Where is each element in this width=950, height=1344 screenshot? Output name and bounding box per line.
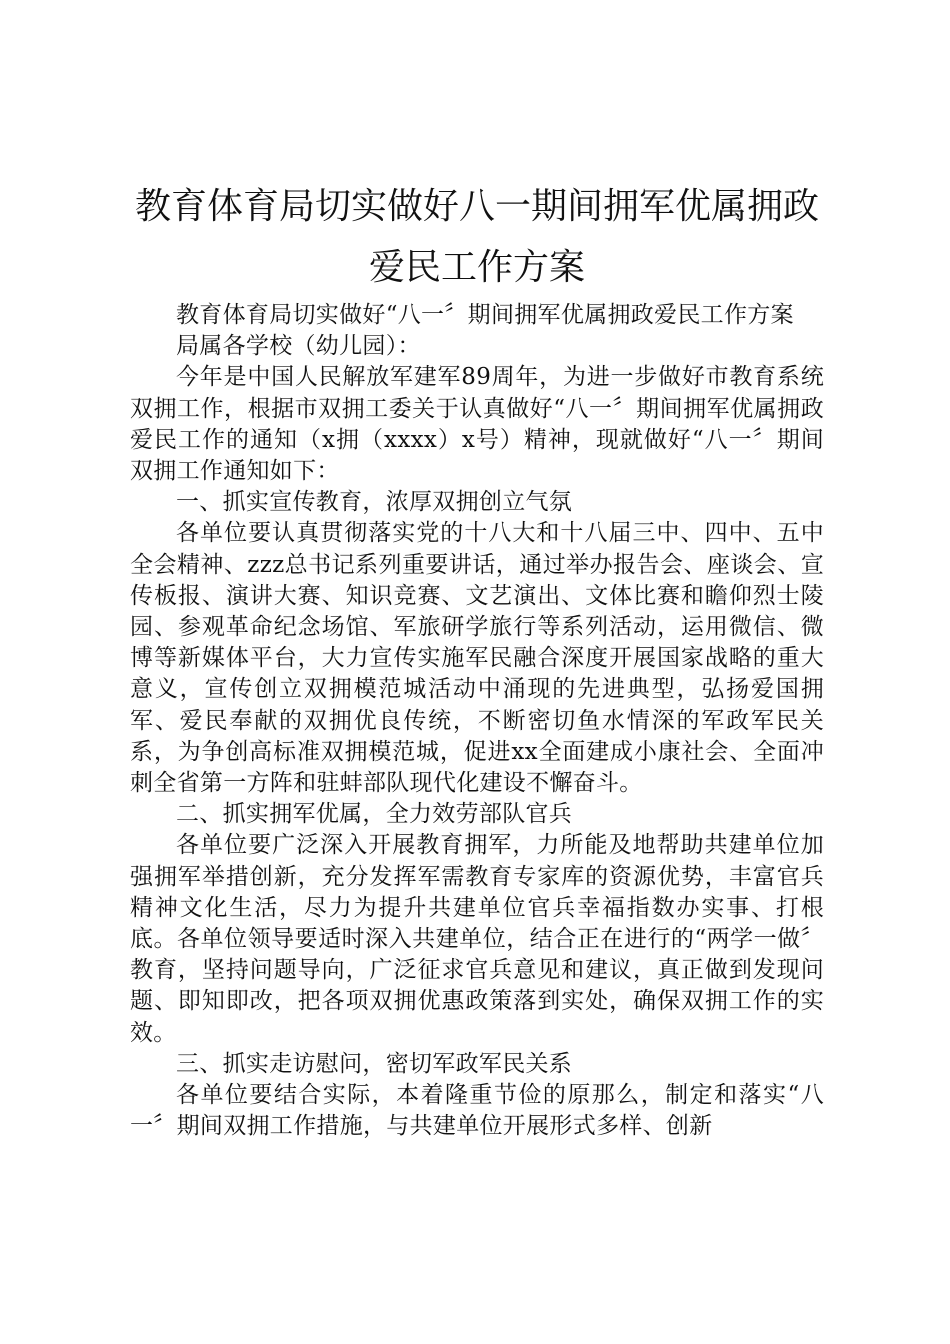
paragraph-heading-repeat: 教育体育局切实做好“八一〞期间拥军优属拥政爱民工作方案	[176, 302, 794, 328]
section-heading-3: 三、抓实走访慰问，密切军政军民关系	[176, 1050, 573, 1077]
paragraph-salutation: 局属各学校（幼儿园）：	[176, 333, 421, 360]
section-heading-2: 二、抓实拥军优属，全力效劳部队官兵	[176, 801, 573, 828]
section-heading-1: 一、抓实宣传教育，浓厚双拥创立气氛	[176, 489, 573, 516]
paragraph-section-2: 各单位要广泛深入开展教育拥军，力所能及地帮助共建单位加强拥军举措创新，充分发挥军需教育专家库的资源优势，丰富官兵精神文化生活，尽力为提升共建单位官兵幸福指数办实事、打根底。各单位领导要适时深入共建单位，结合正在进行的“两学一做〞教育，坚持问题导向，广泛征求官兵意见和建议，真正做到发现问题、即知即改，把各项双拥优惠政策落到实处，确保双拥工作的实效。	[130, 832, 824, 1046]
paragraph-section-1: 各单位要认真贯彻落实党的十八大和十八届三中、四中、五中全会精神、zzz总书记系列重要讲话，通过举办报告会、座谈会、宣传板报、演讲大赛、知识竞赛、文艺演出、文体比赛和瞻仰烈士陵园、参观革命纪念场馆、军旅研学旅行等系列活动，运用微信、微博等新媒体平台，大力宣传实施军民融合深度开展国家战略的重大意义，宣传创立双拥模范城活动中涌现的先进典型，弘扬爱国拥军、爱民奉献的双拥优良传统，不断密切鱼水情深的军政军民关系，为争创高标准双拥模范城，促进xx全面建成小康社会、全面冲刺全省第一方阵和驻蚌部队现代化建设不懈奋斗。	[130, 520, 824, 797]
document-page	[130, 176, 824, 1142]
document-title: 教育体育局切实做好八一期间拥军优属拥政爱民工作方案	[134, 186, 819, 288]
paragraph-section-3: 各单位要结合实际，本着隆重节俭的原那么，制定和落实“八一〞期间双拥工作措施，与共建单位开展形式多样、创新	[130, 1082, 824, 1140]
document-body	[130, 300, 824, 1142]
paragraph-intro: 今年是中国人民解放军建军89周年，为进一步做好市教育系统双拥工作，根据市双拥工委关于认真做好“八一〞期间拥军优属拥政爱民工作的通知（x拥（xxxx）x号）精神，现就做好“八一〞期间双拥工作通知如下：	[130, 364, 824, 485]
